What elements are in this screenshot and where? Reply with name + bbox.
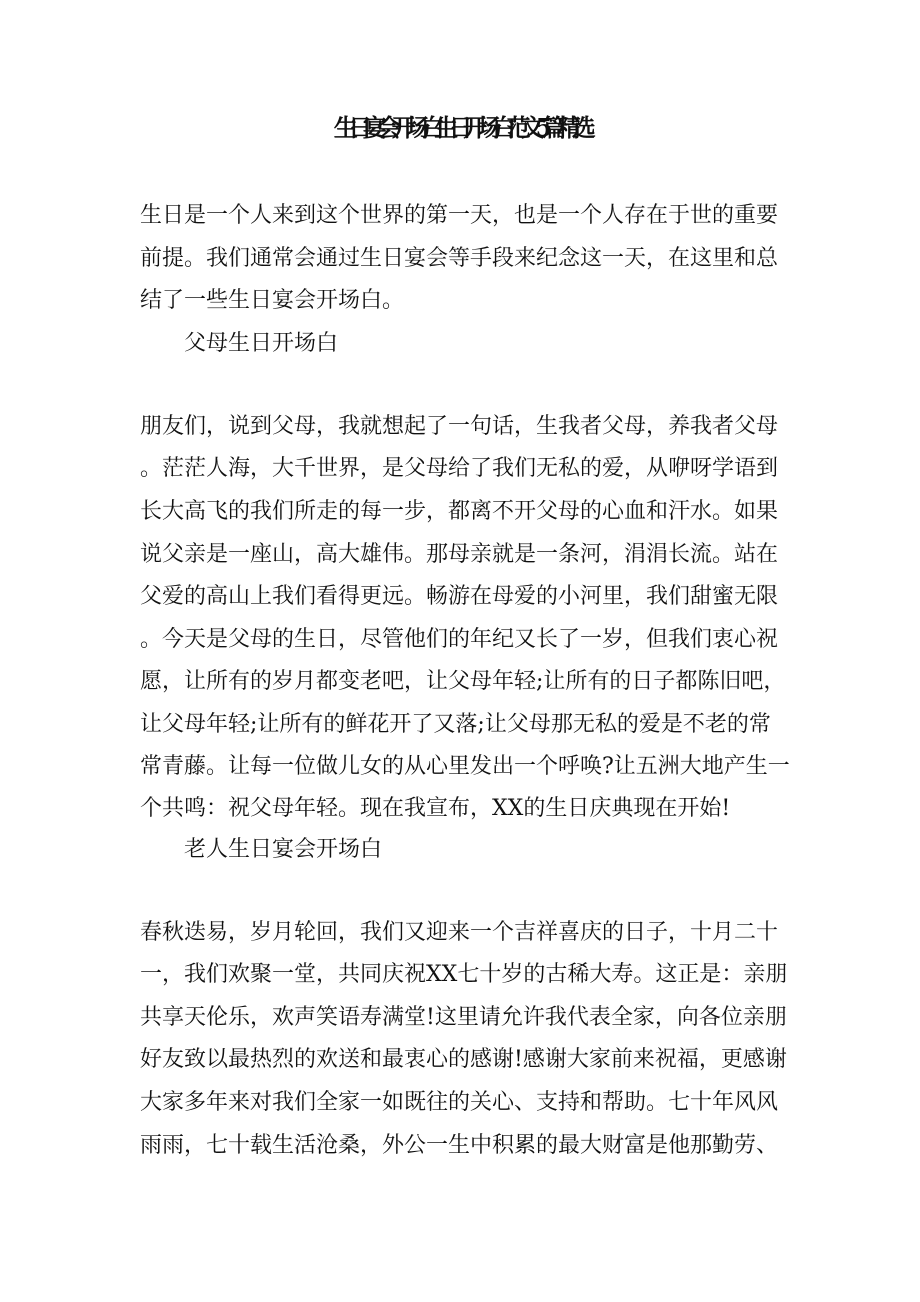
intro-line: 生日是一个人来到这个世界的第一天，也是一个人存在于世的重要: [140, 203, 779, 228]
paragraph-line: 常青藤。让每一位做儿女的从心里发出一个呼唤?让五洲大地产生一: [140, 754, 790, 779]
paragraph-line: 一，我们欢聚一堂，共同庆祝XX七十岁的古稀大寿。这正是：亲朋: [140, 962, 788, 987]
intro-line: 前提。我们通常会通过生日宴会等手段来纪念这一天，在这里和总: [140, 246, 779, 271]
paragraph-line: 春秋迭易，岁月轮回，我们又迎来一个吉祥喜庆的日子，十月二十: [140, 920, 779, 945]
paragraph-line: 长大高飞的我们所走的每一步，都离不开父母的心血和汗水。如果: [140, 499, 779, 524]
paragraph-line: 大家多年来对我们全家一如既往的关心、支持和帮助。七十年风风: [140, 1090, 779, 1115]
paragraph-line: 好友致以最热烈的欢送和最衷心的感谢!感谢大家前来祝福，更感谢: [140, 1047, 787, 1072]
section-heading: 老人生日宴会开场白: [184, 837, 383, 862]
paragraph-line: 说父亲是一座山，高大雄伟。那母亲就是一条河，涓涓长流。站在: [140, 542, 779, 567]
paragraph-line: 个共鸣：祝父母年轻。现在我宣布，XX的生日庆典现在开始!: [140, 796, 731, 821]
paragraph-line: 父爱的高山上我们看得更远。畅游在母爱的小河里，我们甜蜜无限: [140, 584, 779, 609]
paragraph-line: 。茫茫人海，大千世界，是父母给了我们无私的爱，从咿呀学语到: [140, 456, 779, 481]
document-title: 生日宴会开场白 生日开场白范文5篇精选: [333, 113, 587, 142]
intro-line: 结了一些生日宴会开场白。: [140, 288, 405, 313]
section-heading: 父母生日开场白: [184, 331, 339, 356]
paragraph-line: 让父母年轻;让所有的鲜花开了又落;让父母那无私的爱是不老的常: [140, 712, 771, 737]
paragraph-line: 雨雨，七十载生活沧桑，外公一生中积累的最大财富是他那勤劳、: [140, 1133, 779, 1158]
paragraph-line: 愿，让所有的岁月都变老吧，让父母年轻;让所有的日子都陈旧吧，: [140, 669, 786, 694]
paragraph-line: 。今天是父母的生日，尽管他们的年纪又长了一岁，但我们衷心祝: [140, 627, 779, 652]
paragraph-line: 共享天伦乐，欢声笑语寿满堂!这里请允许我代表全家，向各位亲朋: [140, 1005, 787, 1030]
paragraph-line: 朋友们，说到父母，我就想起了一句话，生我者父母，养我者父母: [140, 414, 779, 439]
